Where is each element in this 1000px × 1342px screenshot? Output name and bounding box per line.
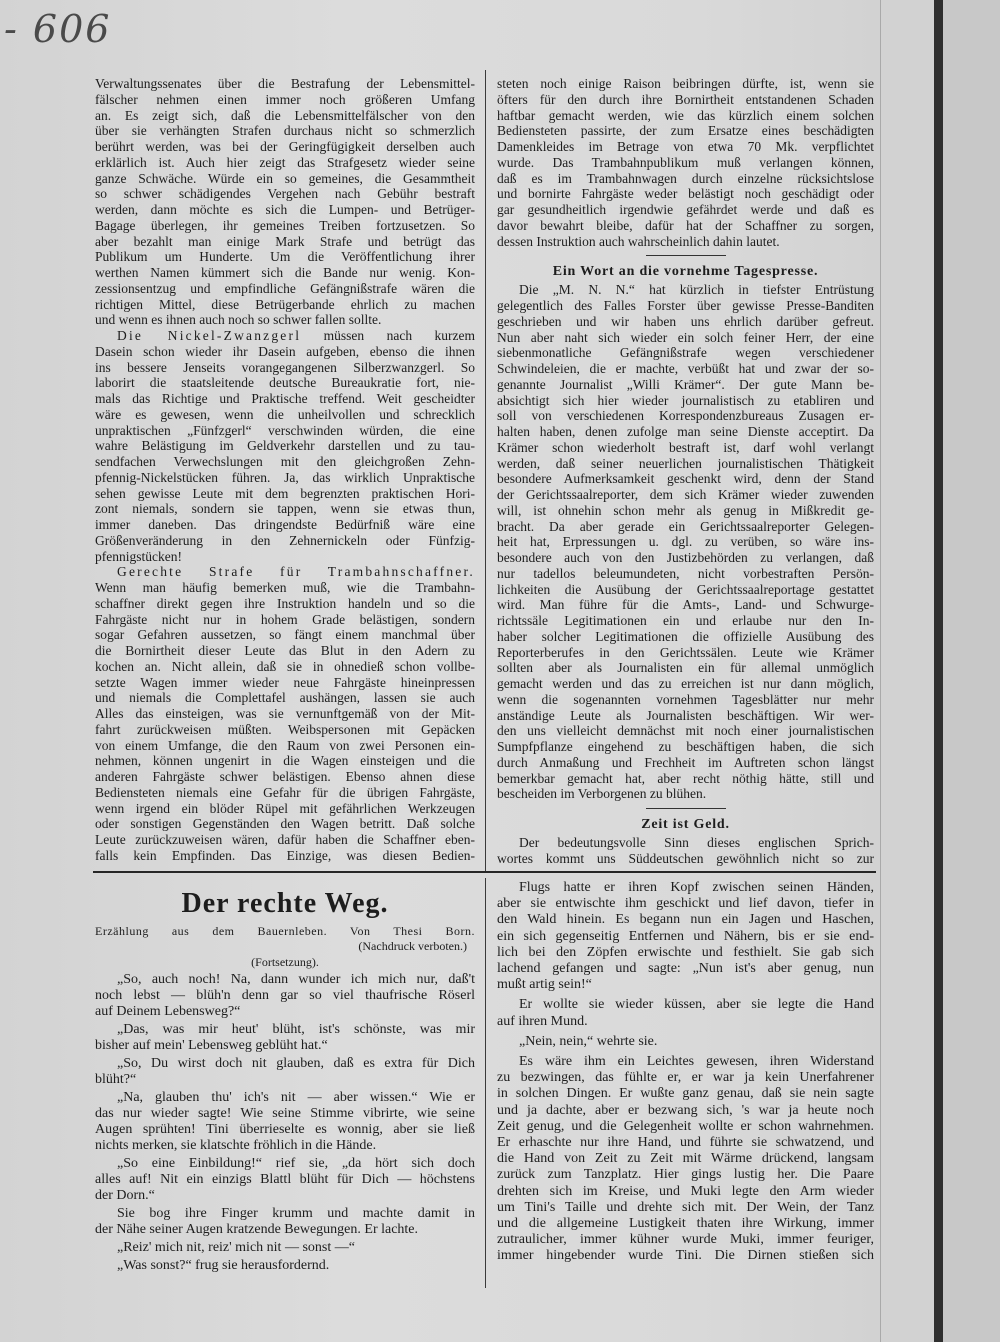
text-line: berührt werden, was bei der Geringfügigkeit derselben auch — [95, 139, 475, 154]
paragraph — [95, 564, 475, 863]
text-line: genannte Journalist „Willi Krämer“. Der gute Mann be- — [497, 376, 874, 392]
text-line: Alles das einsteigen, was sie vernunftgemäß von der Mit- — [95, 706, 475, 721]
text-line: anständige Leute als Journalisten beschäftigen. Wir wer- — [497, 707, 874, 723]
text-line: setzte Wagen immer wieder neue Fahrgäste hineinpressen — [95, 674, 475, 690]
text-line: auf ihren Mund. — [497, 1013, 588, 1029]
text-line: „Was sonst?“ frug sie herausfordernd. — [117, 1258, 330, 1273]
text-line: laborirt die staatsleitende deutsche Bureaukratie fort, nie- — [95, 375, 475, 391]
section-heading: Zeit ist Geld. — [641, 817, 730, 832]
text-line: die Hand von Zeit zu Zeit mit Wärme drückend, langsam — [497, 1151, 874, 1167]
text-line: Bediensteten niemals eine Gefahr für die übrigen Fahrgäste, — [95, 784, 475, 800]
text-line: sogar Gefahren aussetzen, so fängt einem manchmal über — [95, 627, 475, 643]
separator-rule — [497, 249, 874, 262]
text-line: wenn irgend ein blöder Rüpel mit gefährlichen Werkzeugen — [95, 800, 475, 816]
text-line: Der bedeutungsvolle Sinn dieses englischen Sprich- — [519, 835, 874, 850]
story-column-left — [95, 884, 475, 1276]
text-line: Größenveränderung in den Zehnernickeln oder Fünfzig- — [95, 532, 475, 548]
paragraph — [95, 1240, 475, 1256]
handwritten-page-number: - 606 — [4, 7, 112, 51]
reprint-notice: (Nachdruck verboten.) — [358, 939, 467, 953]
paragraph — [497, 1054, 874, 1265]
text-line: besondere auch von den Justizbehörden zu verlangen, daß — [497, 550, 874, 565]
text-line: Schwindeleien, die er machte, verbüßt hat und zwar der so- — [497, 361, 874, 376]
text-line: pfennigstücken! — [95, 548, 182, 564]
text-line: sehen gewisse Leute mit dem begrenzten praktischen Hori- — [95, 485, 475, 501]
text-line: zessionsentzug und empfindliche Gefängnißstrafe wären die — [95, 280, 475, 296]
text-line: Verwaltungssenates über die Bestrafung der Lebensmittel- — [95, 76, 475, 91]
text-line: aber sie entwischte ihm geschickt und lief davon, tiefer in — [497, 896, 874, 912]
text-line: dessen Instruktion auch wahrscheinlich dahin lautet. — [497, 233, 780, 249]
separator-rule — [497, 802, 874, 815]
text-line: „Na, glauben thu' ich's nit — aber wissen.“ Wie er — [117, 1090, 475, 1105]
text-line: Bagage überlegen, ihr gemeines Treiben fortzusetzen. So — [95, 217, 475, 233]
text-line: lich bei den Zöpfen erwischte und festhielt. Sie gab sich — [497, 944, 874, 960]
text-line: gemacht werden und das zu erreichen ist nur dann möglich, — [497, 676, 874, 691]
column-divider-top — [485, 70, 486, 872]
text-line: so schwer schädigendes Vergehen nach Gebühr bestraft — [95, 186, 475, 202]
paragraph — [95, 972, 475, 1020]
story-byline: Erzählung aus dem Bauernleben. Von Thesi Born. — [95, 924, 475, 938]
text-line: davor bewahrt bleibe, dafür hat der Schaffner zu sorgen, — [497, 217, 874, 233]
text-line-rest: müssen nach kurzem — [323, 328, 475, 343]
paragraph — [497, 880, 874, 993]
text-line: auf Deinem Lebensweg?“ — [95, 1004, 241, 1019]
text-line: von einem Umfange, die den Raum von zwei Personen ein- — [95, 737, 475, 753]
page-binding-edge — [934, 0, 943, 1342]
text-line — [95, 328, 475, 344]
text-line: und niemals die Complettafel aushängen, lassen sie auch — [95, 690, 475, 706]
text-line: sendfachen Verwechslungen mit den gleichgroßen Zehn- — [95, 454, 475, 469]
text-line: oder sonstigen Gegenständen den Wagen betritt. Daß solche — [95, 816, 475, 832]
text-line: und die allgemeine Lustigkeit thaten ihre Wirkung, immer — [497, 1216, 874, 1232]
text-line: absichtigt sich hier wieder journalistisch zu etabliren und — [497, 392, 874, 408]
text-line: richtigen Mittel, diese Betrügerbande ehrlich zu machen — [95, 296, 475, 312]
paragraph — [95, 1022, 475, 1054]
text-line — [95, 564, 475, 580]
paragraph — [95, 1206, 475, 1238]
text-line: an. Es zeigt sich, daß die Lebensmittelfälscher von den — [95, 107, 475, 123]
text-line: „So, auch noch! Na, dann wunder ich mich nur, daß't — [117, 972, 475, 987]
text-line: ins bessere Jenseits vorangegangenen Silberzwanzgerl. So — [95, 359, 475, 375]
continuation-note: (Fortsetzung). — [251, 955, 319, 969]
text-line: Bediensteten passirte, der zum Ersatze eines beschädigten — [497, 123, 874, 139]
text-line: Damenkleides im Betrage von etwa 70 Mk. verpflichtet — [497, 139, 874, 154]
text-line: falls kein Empfinden. Das Einzige, was diesen Bedien- — [95, 847, 475, 863]
text-line: richtssäle Legitimationen ein und erlaube nur den In- — [497, 613, 874, 628]
text-line: bescheiden im Verborgenen zu blühen. — [497, 786, 707, 802]
text-line: die Bornirtheit dieser Leute das Blut in den Adern zu — [95, 643, 475, 658]
text-line: gelegentlich des Falles Forster über gewisse Presse-Banditen — [497, 298, 874, 313]
text-line: der Dorn.“ — [95, 1188, 155, 1203]
text-line: pfennig-Nickelstücken führen. Ja, das wirklich Unpraktische — [95, 469, 475, 485]
article-column-left — [95, 76, 475, 864]
text-line: sollten aber als Journalisten ein für allemal unmöglich — [497, 660, 874, 676]
paragraph — [95, 1258, 475, 1274]
text-line: durch Anmaßung und Frechheit im Auftreten schon längst — [497, 754, 874, 770]
text-line: geschrieben und wir haben uns ehrlich darüber gefreut. — [497, 313, 874, 329]
text-line: und ja dachte, aber er bezwang sich, 's war ja heute noch — [497, 1102, 874, 1118]
column-divider-bottom — [485, 878, 486, 1288]
story-title: Der rechte Weg. — [181, 888, 389, 919]
text-line: wortes kommt uns Süddeutschen gewöhnlich nicht so zur — [497, 850, 874, 866]
text-line: „So, Du wirst doch nit glauben, daß es extra für Dich — [117, 1056, 475, 1071]
text-line: Wenn man häufig bemerken muß, wie die Trambahn- — [95, 580, 475, 595]
text-line: daß es im Trambahnwagen durch einzelne rücksichtslose — [497, 170, 874, 186]
text-line: Es wäre ihm ein Leichtes gewesen, ihren Widerstand — [519, 1054, 874, 1070]
text-line: erklärlich ist. Auch hier zeigt das Strafgesetz wieder seine — [95, 154, 475, 170]
text-line: wäre es gewesen, wenn die unheilvollen und schrecklich — [95, 406, 475, 422]
text-line: und wenn es ihnen auch noch so schwer fallen sollte. — [95, 312, 382, 328]
text-line: Flugs hatte er ihren Kopf zwischen seinen Händen, — [519, 880, 874, 895]
text-line: aber bezahlt man einige Mark Strafe und betrügt das — [95, 233, 475, 249]
text-line: Die „M. N. N.“ hat kürzlich in tiefster Entrüstung — [519, 282, 874, 298]
text-line: mals das Richtige und Praktische treffend. Weit gescheidter — [95, 391, 475, 406]
text-line: zurück zum Tanzplatz. Hier gings lustig her. Die Paare — [497, 1167, 874, 1183]
text-line: besondere Aufmerksamkeit geschenkt wird, denn der Stand — [497, 471, 874, 487]
text-line: nur tadellos beleumundeten, nicht vorbestraften Persön- — [497, 565, 874, 581]
text-line: in solchen Dingen. Er wußte ganz genau, daß sie nein sagte — [497, 1086, 874, 1102]
text-line: der Gerichtssaalreporter, dem sich Krämer wieder zuwenden — [497, 487, 874, 502]
text-line: werden, dann möchte es sich die Lumpen- und Betrüger- — [95, 202, 475, 217]
text-line: alles auf! Nit ein einzigs Blattl blüht für Dich — höchstens — [95, 1172, 475, 1187]
paragraph — [95, 328, 475, 564]
text-line: Er wollte sie wieder küssen, aber sie legte die Hand — [519, 997, 874, 1013]
paragraph — [497, 997, 874, 1029]
text-line: Nun aber naht sich wieder ein solch feiner Herr, der eine — [497, 329, 874, 345]
text-line: Dasein schon wieder ihr Dasein aufgeben, ebenso die ihnen — [95, 343, 475, 359]
text-line: fälscher nehmen einen immer noch größeren Umfang — [95, 91, 475, 107]
text-line: kochen an. Nicht allein, daß sie in ohnedieß schon vollbe- — [95, 658, 475, 674]
scan-margin-strip — [943, 0, 1000, 1342]
text-line: immer daneben. Das dringendste Bedürfniß wäre eine — [95, 517, 475, 532]
text-line: Sie bog ihre Finger krumm und machte damit in — [117, 1206, 475, 1221]
paragraph — [95, 76, 475, 328]
text-line: haftbar gemacht werden, wie das kürzlich einem solchen — [497, 107, 874, 123]
text-line: anderen Fahrgäste schwer belästigen. Ebenso ahnen diese — [95, 769, 475, 784]
text-line: mußt artig sein!“ — [497, 977, 592, 993]
text-line: zu bezwingen, das fühlte er, er war ja kein Unerfahrener — [497, 1070, 874, 1086]
text-line: Fahrgäste nicht nur in hohem Grade belästigen, sondern — [95, 611, 475, 627]
text-line: „Das, was mir heut' blüht, ist's schönste, was mir — [117, 1022, 475, 1037]
text-line: schaffner direkt gegen ihre Instruktion handeln und so die — [95, 595, 475, 611]
text-line: will, ist ohnehin schon mehr als genug in Mißkredit ge- — [497, 502, 874, 518]
text-line: bemerkbar gemacht hat, aber recht nöthig hätte, still und — [497, 770, 874, 786]
text-line: wahre Belästigung im Geldverkehr darstellen und zu tau- — [95, 438, 475, 454]
section-heading: Ein Wort an die vornehme Tagespresse. — [552, 264, 819, 280]
text-line: immer hingebender wurde Tini. Die Dirnen stießen sich — [497, 1248, 874, 1264]
text-line: nehmen, können ungenirt in die Wagen einsteigen und die — [95, 753, 475, 769]
text-line: „Reiz' mich nit, reiz' mich nit — sonst —“ — [117, 1240, 355, 1255]
text-line: den uns vielleicht demnächst mit noch einer journalistischen — [497, 723, 874, 739]
text-line: blüht?“ — [95, 1072, 137, 1087]
text-line: ein sich gegenseitig Entfernen und Nähern, bis er sie end- — [497, 928, 874, 944]
text-line: öfters für den durch ihre Bornirtheit entstandenen Schaden — [497, 91, 874, 107]
text-line: über sie verhängten Strafen durchaus nicht so schmerzlich — [95, 123, 475, 139]
text-line: drehten sich im Kreise, und Muki legte den Arm wieder — [497, 1183, 874, 1199]
text-line: der Nähe seiner Augen kratzende Bewegungen. Er lachte. — [95, 1222, 419, 1237]
text-line: werthen Namen kümmert sich die Bande nur wenig. Kon- — [95, 265, 475, 280]
text-line: Zeit genug, und die Gelegenheit wollte er schon wahrnehmen. — [497, 1118, 874, 1134]
text-line: „So eine Einbildung!“ rief sie, „da hört sich doch — [117, 1156, 475, 1171]
paragraph — [95, 1156, 475, 1204]
text-line: unpraktischen „Fünfzgerl“ verschwinden würden, die eine — [95, 422, 475, 438]
text-line: bracht. Da aber gerade ein Gerichtssaalreporter Gelegen- — [497, 518, 874, 534]
text-line: wird. Man führe für die Amts-, Land- und Schwurge- — [497, 597, 874, 613]
paragraph — [497, 282, 874, 802]
text-line: noch lebst — blüh'n denn gar so viel thaufrische Röserl — [95, 988, 475, 1003]
text-line: werden, daß seiner neuerlichen journalistischen Thätigkeit — [497, 455, 874, 471]
text-line: lachend gefangen und sagte: „Nun ist's aber genug, nun — [497, 961, 874, 977]
text-line: wenn die sogenannten vornehmen Tagesblätter nur mehr — [497, 691, 874, 707]
text-line: und bornirte Fahrgäste weder belästigt noch geschädigt oder — [497, 186, 874, 202]
section-divider-rule — [93, 871, 876, 873]
text-line: halten haben, denen zufolge man seine Dienste acceptirt. Da — [497, 424, 874, 439]
text-line: Sumpfpflanze eingehend zu beschäftigen haben, die sich — [497, 739, 874, 754]
run-in-heading: Gerechte Strafe für Trambahnschaffner. — [117, 564, 475, 580]
story-column-right — [497, 880, 874, 1269]
text-line: haber solcher Legitimationen die offizielle Ausübung des — [497, 628, 874, 644]
text-line: fahrt zurückweisen müßten. Weibspersonen mit Gepäcken — [95, 721, 475, 737]
text-line: steten noch einige Raison beibringen dürfte, ist, wenn sie — [497, 76, 874, 91]
text-line: nichts merken, sie klatschte fröhlich in die Hände. — [95, 1138, 377, 1153]
paragraph — [497, 835, 874, 867]
text-line: ganze Schwäche. Würde ein so gemeines, die Gesammtheit — [95, 170, 475, 186]
text-line: bisher auf mein' Lebensweg geblüht hat.“ — [95, 1038, 328, 1053]
paragraph — [95, 1090, 475, 1154]
text-line: „Nein, nein,“ wehrte sie. — [519, 1033, 658, 1049]
text-line: wurde. Das Trambahnpublikum muß verlangen können, — [497, 154, 874, 170]
article-column-right — [497, 76, 874, 867]
text-line: zutraulicher, immer kühner wurde Muki, immer feuriger, — [497, 1232, 874, 1248]
text-line: den Wald hinein. Es begann nun ein Jagen und Haschen, — [497, 912, 874, 928]
story-text-left — [95, 972, 475, 1274]
text-line: gar gesundheitlich irgendwie gefährdet werde und daß es — [497, 202, 874, 217]
text-line: das nur wieder sagte! Wie seine Stimme vibrirte, wie seine — [95, 1106, 475, 1121]
text-line: Er erhaschte nur ihre Hand, und führte sie schwatzend, und — [497, 1135, 874, 1151]
text-line: lichkeiten die Ausübung der Gerichtssaalreportage gestattet — [497, 581, 874, 597]
paragraph — [497, 1034, 874, 1050]
text-line: heit hat, Erpressungen u. dgl. zu verüben, so wäre ins- — [497, 534, 874, 550]
run-in-heading: Die Nickel-Zwanzgerl — [117, 328, 302, 343]
text-line: Krämer schon wiederholt bestraft ist, darf wohl verlangt — [497, 439, 874, 455]
text-line: soll von verschiedenen Korrespondenzbureaus Zusagen er- — [497, 408, 874, 424]
text-line: Reporterberufes in den Gerichtssälen. Leute wie Krämer — [497, 644, 874, 660]
text-line: um Tini's Taille und drehte sich mit. Der Wein, der Tanz — [497, 1199, 874, 1215]
page-crease-line — [880, 0, 881, 1342]
text-line: Publikum um Hunderte. Um die Veröffentlichung ihrer — [95, 249, 475, 265]
text-line: zont niemals, sondern sie tappen, wenn sie etwas thun, — [95, 501, 475, 517]
text-line: siebenmonatliche Gefängnißstrafe wegen verschiedener — [497, 345, 874, 361]
text-line: Leute zurückzuweisen wären, dafür haben die Schaffner eben- — [95, 832, 475, 847]
paragraph — [95, 1056, 475, 1088]
text-line: Augen sprühten! Tini überrieselte es wonnig, aber sie ließ — [95, 1122, 475, 1137]
paragraph — [497, 76, 874, 249]
